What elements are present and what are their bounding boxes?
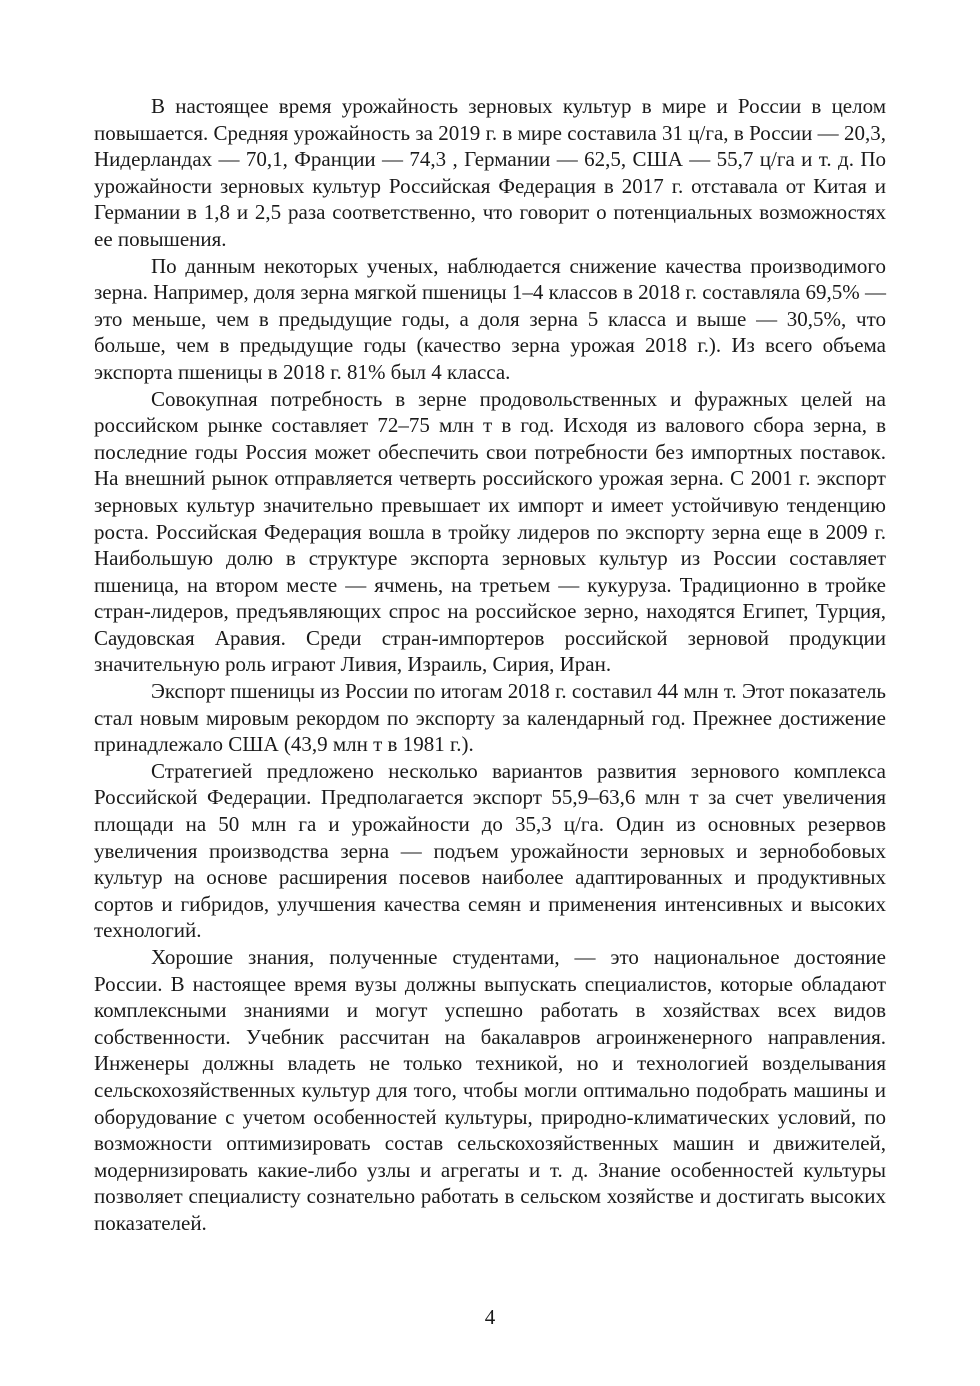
page-number: 4	[484, 1305, 496, 1329]
paragraph-demand-export: Совокупная потребность в зерне продовольственных и фуражных целей на российском рынке составляет 72–75 млн т в год. Исходя из валового сбора зерна, в последние годы Россия может обеспечить свои потребности без импортных поставок. На внешний рынок отправляется четверть российского урожая зерна. С 2001 г. экспорт зерновых культур значительно превышает их импорт и имеет устойчивую тенденцию роста. Российская Федерация вошла в тройку лидеров по экспорту зерна еще в 2009 г. Наибольшую долю в структуре экспорта зерновых культур из России составляет пшеница, на втором месте — ячмень, на третьем — кукуруза. Традиционно в тройке стран-лидеров, предъявляющих спрос на российское зерно, находятся Египет, Турция, Саудовская Аравия. Среди стран-импортеров российской зерновой продукции значительную роль играют Ливия, Израиль, Сирия, Иран.	[94, 386, 886, 677]
paragraph-strategy: Стратегией предложено несколько вариантов развития зернового комплекса Российской Федерации. Предполагается экспорт 55,9–63,6 млн т за счет увеличения площади на 50 млн га и урожайности до 35,3 ц/га. Один из основных резервов увеличения производства зерна — подъем урожайности зерновых и зернобобовых культур на основе расширения посевов наиболее адаптированных и продуктивных сортов и гибридов, улучшения качества семян и применения интенсивных и высоких технологий.	[94, 758, 886, 943]
paragraph-export-record: Экспорт пшеницы из России по итогам 2018 г. составил 44 млн т. Этот показатель стал новым мировым рекордом по экспорту за календарный год. Прежнее достижение принадлежало США (43,9 млн т в 1981 г.).	[94, 679, 886, 757]
paragraph-quality: По данным некоторых ученых, наблюдается снижение качества производимого зерна. Например, доля зерна мягкой пшеницы 1–4 классов в 2018 г. составляла 69,5% — это меньше, чем в предыдущие годы, а доля зерна 5 класса и выше — 30,5%, что больше, чем в предыдущие годы (качество зерна урожая 2018 г.). Из всего объема экспорта пшеницы в 2018 г. 81% был 4 класса.	[94, 253, 886, 384]
paragraph-education: Хорошие знания, полученные студентами, — это национальное достояние России. В настоящее время вузы должны выпускать специалистов, которые обладают комплексными знаниями и могут успешно работать в хозяйствах всех видов собственности. Учебник рассчитан на бакалавров агроинженерного направления. Инженеры должны владеть не только техникой, но и технологией возделывания сельскохозяйственных культур для того, чтобы могли оптимально подобрать машины и оборудование с учетом особенностей культуры, природно-климатических условий, по возможности оптимизировать состав сельскохозяйственных машин и движителей, модернизировать какие-либо узлы и агрегаты и т. д. Знание особенностей культуры позволяет специалисту сознательно работать в сельском хозяйстве и достигать высоких показателей.	[94, 945, 886, 1235]
body-text	[94, 93, 886, 1237]
paragraph-yield: В настоящее время урожайность зерновых культур в мире и России в целом повышается. Средняя урожайность за 2019 г. в мире составила 31 ц/га, в России — 20,3, Нидерландах — 70,1, Франции — 74,3 , Германии — 62,5, США — 55,7 ц/га и т. д. По урожайности зерновых культур Российская Федерация в 2017 г. отставала от Китая и Германии в 1,8 и 2,5 раза соответственно, что говорит о потенциальных возможностях ее повышения.	[94, 94, 886, 251]
